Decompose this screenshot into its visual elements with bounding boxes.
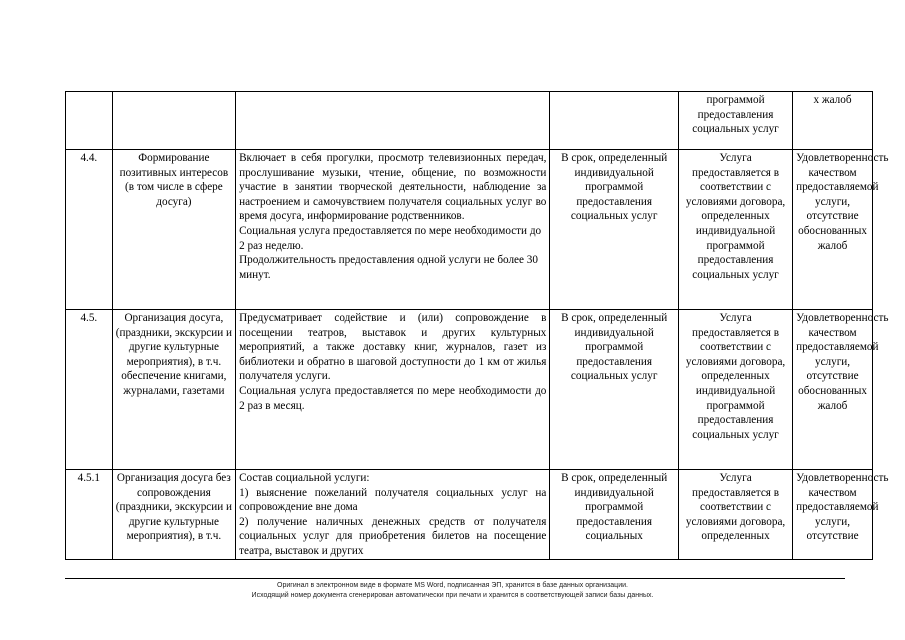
description-paragraph: Состав социальной услуги: [239,472,370,484]
cell-term: В срок, определенный индивидуальной программой предоставления социальных [550,470,679,560]
description-paragraph: 1) выяснение пожеланий получателя социальных услуг на сопровождение вне дома [239,486,547,514]
cell-result: х жалоб [793,92,873,150]
cell-description [236,470,550,560]
cell-name [112,92,235,150]
cell-conditions: Услуга предоставляется в соответствии с условиями договора, определенных индивидуальной программой предоставления социальных услуг [678,310,792,470]
cell-conditions: Услуга предоставляется в соответствии с условиями договора, определенных [678,470,792,560]
description-paragraph: Социальная услуга предоставляется по мере необходимости до 2 раз неделю. [239,224,542,252]
description-paragraph: Включает в себя прогулки, просмотр телевизионных передач, прослушивание музыки, чтение, общение, по возможности участие в занятии творческой деятельности, наблюдение за настроением и самочувствием получателя социальных услуг во время досуга, информирование родственников. [239,152,547,223]
footer-note: Исходящий номер документа сгенерирован автоматически при печати и хранится в соответствующей записи базы данных. [251,592,654,599]
services-table [65,91,889,560]
cell-name: Организация досуга, (праздники, экскурсии и другие культурные мероприятия), в т.ч. обеспечение книгами, журналами, газетами [112,310,235,470]
cell-result: Удовлетворенность качеством предоставляемой услуги, отсутствие обоснованных жалоб [793,310,873,470]
table-row [66,470,873,560]
cell-term [550,92,679,150]
cell-description [236,150,550,310]
description-paragraph: 2) получение наличных денежных средств от получателя социальных услуг для приобретения билетов на посещение театра, выставок и других [239,515,547,557]
cell-name: Формирование позитивных интересов (в том числе в сфере досуга) [112,150,235,310]
description-paragraph: Социальная услуга предоставляется по мере необходимости до 2 раз в месяц. [239,384,547,412]
cell-number: 4.5.1 [66,470,113,560]
cell-name: Организация досуга без сопровождения (праздники, экскурсии и другие культурные мероприятия), в т.ч. [112,470,235,560]
cell-result: Удовлетворенность качеством предоставляемой услуги, отсутствие обоснованных жалоб [793,150,873,310]
description-paragraph: Предусматривает содействие и (или) сопровождение в посещении театров, выставок и других культурных мероприятий, а также доставку книг, журналов, газет из библиотеки и обратно в шаговой доступности до 1 км от жилья получателя услуги. [239,312,547,383]
cell-description [236,92,550,150]
cell-number: 4.5. [66,310,113,470]
footer-note: Оригинал в электронном виде в формате MS Word, подписанная ЭП, хранится в базе данных организации. [277,582,628,589]
cell-number [66,92,113,150]
footer-divider [65,578,845,579]
table-row [66,150,873,310]
cell-conditions: программой предоставления социальных услуг [678,92,792,150]
cell-description [236,310,550,470]
cell-term: В срок, определенный индивидуальной программой предоставления социальных услуг [550,310,679,470]
table-row-continued [66,92,873,150]
description-paragraph: Продолжительность предоставления одной услуги не более 30 минут. [239,254,538,281]
cell-conditions: Услуга предоставляется в соответствии с условиями договора, определенных индивидуальной программой предоставления социальных услуг [678,150,792,310]
cell-result: Удовлетворенность качеством предоставляемой услуги, отсутствие [793,470,873,560]
cell-number: 4.4. [66,150,113,310]
table-row [66,310,873,470]
cell-term: В срок, определенный индивидуальной программой предоставления социальных услуг [550,150,679,310]
